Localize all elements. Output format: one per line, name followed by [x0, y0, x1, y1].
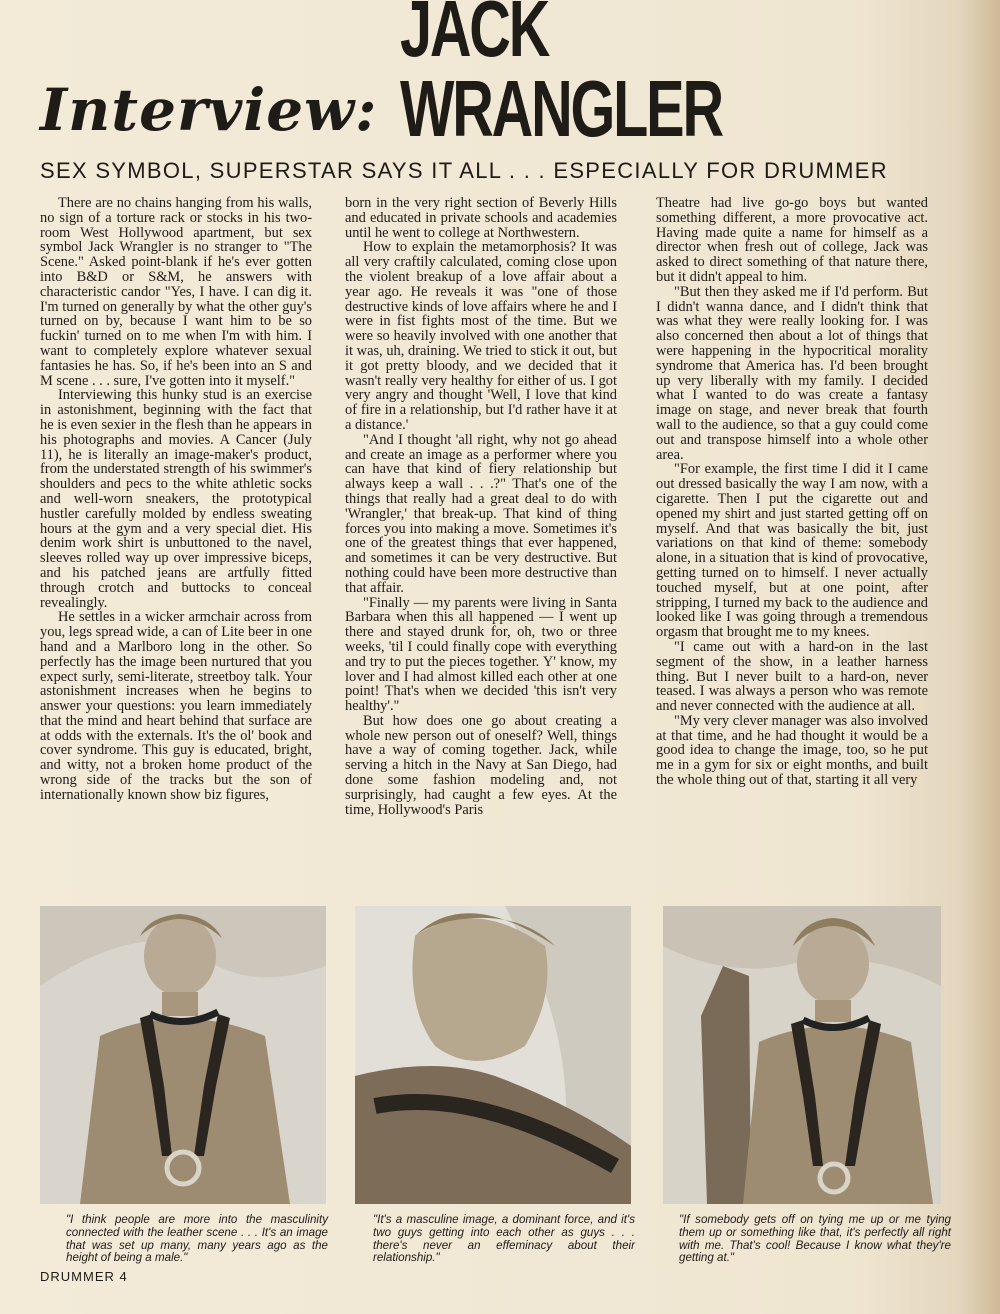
- paragraph: Interviewing this hunky stud is an exercise in astonishment, beginning with the fact that he is even sexier in the flesh than he appears in his photographs and movies. A Cancer (July 11), he is literally an image-maker's product, from the understated strength of his swimmer's shoulders and pecs to the white athletic socks and well-worn sneakers, the prototypical hustler carefully molded by endless sweating hours at the gym and a very special diet. His denim work shirt is unbuttoned to the navel, sleeves rolled way up over impressive biceps, and his patched jeans are artfully fitted through crotch and buttocks to conceal revealingly.: [40, 387, 312, 611]
- paragraph: "Finally — my parents were living in Santa Barbara when this all happened — I went up there and stayed drunk for, oh, two or three weeks, 'til I could finally cope with everything and try to put the pieces together. Y' know, my lover and I had almost killed each other at one point! That's when we decided 'this isn't very healthy'.": [345, 594, 617, 715]
- paragraph: But how does one go about creating a whole new person out of oneself? Well, things have a way of coming together. Jack, while serving a hitch in the Navy at San Diego, had done some fashion modeling and, not surprisingly, had caught a few eyes. At the time, Hollywood's Paris: [345, 712, 617, 818]
- paragraph: How to explain the metamorphosis? It was all very craftily calculated, coming close upon the violent breakup of a love affair about a year ago. He reveals it was "one of those destructive kinds of love affairs where he and I were in fist fights most of the time. But we were so heavily involved with one another that it was, uh, draining. We tried to stick it out, but it got pretty bloody, and we decided that it wasn't really very healthy for either of us. I got very angry and thought 'Well, I love that kind of fire in a relationship, but I'd rather have it at a distance.': [345, 239, 617, 433]
- paragraph: He settles in a wicker armchair across from you, legs spread wide, a can of Lite beer in one hand and a Marlboro long in the other. So perfectly has the image been nurtured that you expect surly, semi-literate, streetboy talk. Your astonishment increases when he begins to answer your questions: you learn immediately that the mind and heart behind that surface are at odds with the externals. It's the ol' book and cover syndrome. This guy is educated, bright, and witty, not a broken home product of the wrong side of the tracks but the son of internationally known show biz figures,: [40, 609, 312, 803]
- subtitle: SEX SYMBOL, SUPERSTAR SAYS IT ALL . . . ESPECIALLY FOR DRUMMER: [40, 158, 888, 183]
- text-column-2: [345, 196, 617, 886]
- article-header: [40, 0, 940, 153]
- paragraph: "But then they asked me if I'd perform. But I didn't wanna dance, and I didn't think that was what they were really looking for. I was also concerned then about a lot of things that were happening in the hypocritical morality syndrome that America has. I'd been brought up very liberally with my family. I decided what I wanted to do was create a fantasy image on stage, and never break that fourth wall to the audience, so that a guy could come out and transpose himself into a whole other area.: [656, 283, 928, 463]
- photo-portrait-2: [355, 906, 631, 1204]
- title-name: JACK WRANGLER: [399, 0, 722, 153]
- page-folio: DRUMMER 4: [40, 1269, 128, 1284]
- text-column-3: [656, 196, 928, 886]
- photo-caption-3: "If somebody gets off on tying me up or me tying them up or something like that, it's perfectly all right with me. That's cool! Because I know what they're getting at.": [679, 1213, 951, 1265]
- paragraph-continued: born in the very right section of Beverly Hills and educated in private schools and academies until he went to college at Northwestern.: [345, 196, 617, 241]
- title-prefix: Interview:: [40, 76, 378, 144]
- paragraph: There are no chains hanging from his walls, no sign of a torture rack or stocks in his two-room West Hollywood apartment, but sex symbol Jack Wrangler is no stranger to "The Scene." Asked point-blank if he's ever gotten into B&D or S&M, he answers with characteristic candor "Yes, I have. I can dig it. I'm turned on generally by what the other guy's turned on by, because I want him to be so fuckin' turned on to me when I'm with him. I want to completely explore whatever sexual fantasies he has. So, if he's been into an S and M scene . . . sure, I've gotten into it myself.": [40, 196, 312, 389]
- paragraph: "I came out with a hard-on in the last segment of the show, in a leather harness thing. But I never built to a hard-on, never teased. I was always a person who was remote and never connected with the audience at all.: [656, 638, 928, 715]
- photo-portrait-3: [663, 906, 941, 1204]
- paragraph: "And I thought 'all right, why not go ahead and create an image as a performer where you can have that kind of fiery relationship but always keep a wall . . .?" That's one of the things that really had a great deal to do with 'Wrangler,' that break-up. That kind of thing forces you into making a move. Sometimes it's one of the greatest things that ever happened, and sometimes it can be very destructive. But nothing could have been more destructive than that affair.: [345, 431, 617, 596]
- paragraph: "For example, the first time I did it I came out dressed basically the way I am now, with a cigarette. Then I put the cigarette out and opened my shirt and just started getting off on myself. And that was basically the bit, just variations on that kind of theme: somebody alone, in a situation that is kind of provocative, getting turned on to himself. I never actually touched myself, but at one point, after stripping, I turned my back to the audience and looked like I was going through a tremendous orgasm that brought me to my knees.: [656, 461, 928, 641]
- text-column-1: [40, 196, 312, 886]
- paragraph: "My very clever manager was also involved at that time, and he had thought it would be a good idea to change the image, too, so he put me in a gym for six or eight months, and built the whole thing out of that, starting it all very: [656, 712, 928, 789]
- photo-portrait-1: [40, 906, 326, 1204]
- paragraph-continued: Theatre had live go-go boys but wanted something different, a more provocative act. Having made quite a name for himself as a director when fresh out of college, Jack was asked to direct something of that nature there, but it didn't appeal to him.: [656, 196, 928, 285]
- photo-caption-2: "It's a masculine image, a dominant force, and it's two guys getting into each other as guys . . . there's never an effeminacy about their relationship.": [373, 1213, 635, 1265]
- photo-caption-1: "I think people are more into the masculinity connected with the leather scene . . . It's an image that was set up many, many years ago as the height of being a male.": [66, 1213, 328, 1265]
